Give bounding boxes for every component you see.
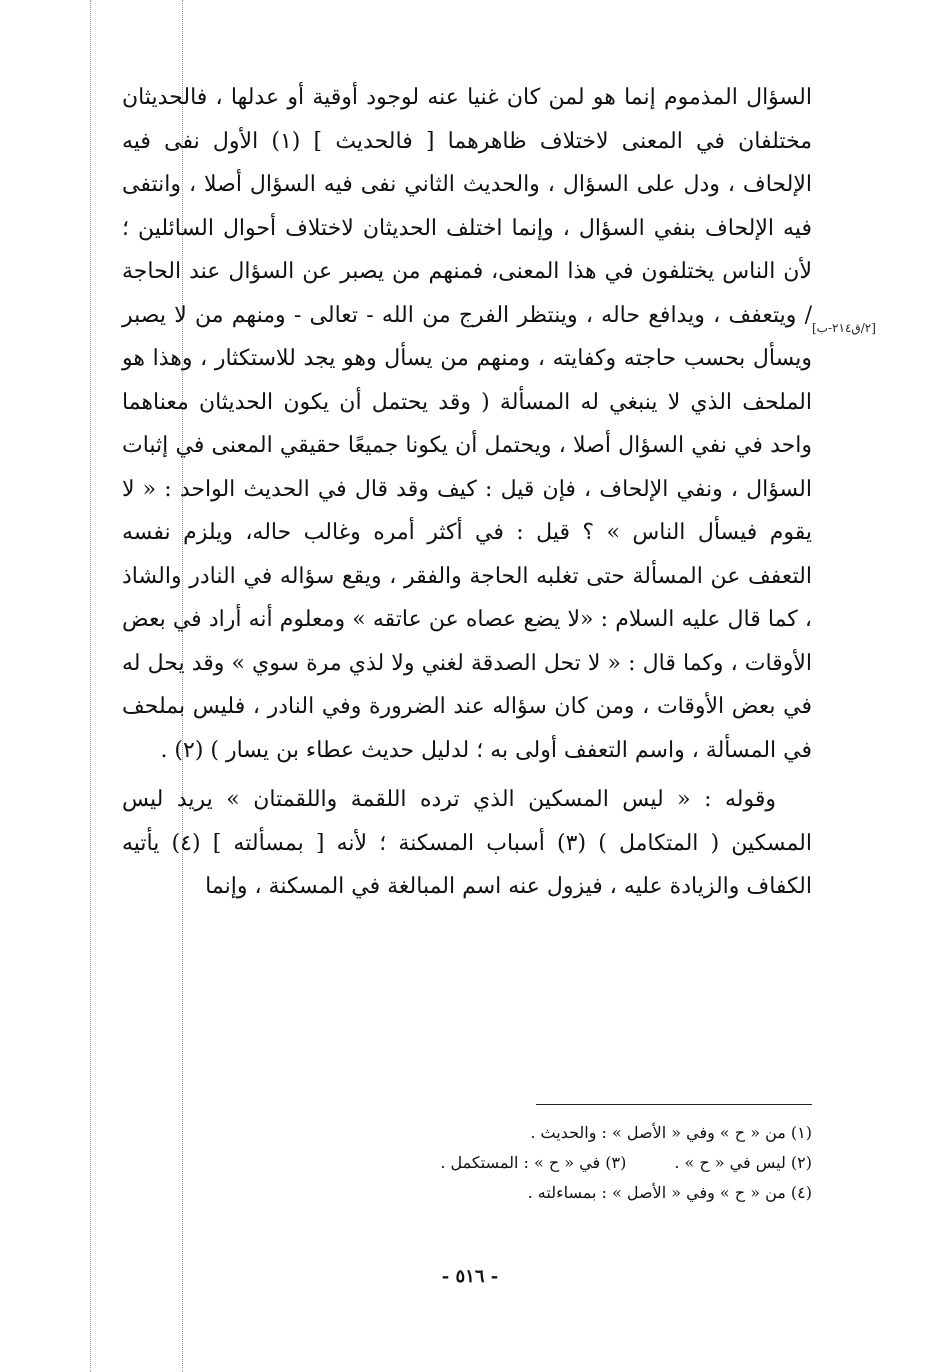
dotted-guide-line-left: [90, 0, 91, 1372]
paragraph-2: وقوله : « ليس المسكين الذي ترده اللقمة واللقمتان » يريد ليس المسكين ( المتكامل ) (٣) أسباب المسكنة ؛ لأنه [ بمسألته ] (٤) يأتيه الكفاف والزيادة عليه ، فيزول عنه اسم المبالغة في المسكنة ، وإنما: [122, 787, 813, 899]
main-text: [122, 76, 812, 909]
paragraph-1: السؤال المذموم إنما هو لمن كان غنيا عنه لوجود أوقية أو عدلها ، فالحديثان مختلفان في المعنى لاختلاف ظاهرهما [ فالحديث ] (١) الأول نفى فيه الإلحاف ، ودل على السؤال ، والحديث الثاني نفى فيه السؤال أصلا ، وانتفى فيه الإلحاف بنفي السؤال ، وإنما اختلف الحديثان لاختلاف أحوال السائلين ؛ لأن الناس يختلفون في هذا المعنى، فمنهم من يصبر عن السؤال عند الحاجة / ويتعفف ، ويدافع حاله ، وينتظر الفرج من الله - تعالى - ومنهم من لا يصبر ويسأل بحسب حاجته وكفايته ، ومنهم من يسأل وهو يجد للاستكثار ، وهذا هو الملحف الذي لا ينبغي له المسألة ( وقد يحتمل أن يكون الحديثان معناهما واحد في نفي السؤال أصلا ، ويحتمل أن يكونا جميعًا حقيقي المعنى في إثبات السؤال ، ونفي الإلحاف ، فإن قيل : كيف وقد قال في الحديث الواحد : « لا يقوم فيسأل الناس » ؟ قيل : في أكثر أمره وغالب حاله، ويلزم نفسه التعفف عن المسألة حتى تغلبه الحاجة والفقر ، ويقع سؤاله في النادر والشاذ ، كما قال عليه السلام : «لا يضع عصاه عن عاتقه » ومعلوم أنه أراد في بعض الأوقات ، وكما قال : « لا تحل الصدقة لغني ولا لذي مرة سوي » وقد يحل له في بعض الأوقات ، ومن كان سؤاله عند الضرورة وفي النادر ، فليس بملحف في المسألة ، واسم التعفف أولى به ؛ لدليل حديث عطاء بن يسار ) (٢) .: [122, 85, 812, 763]
footnote-row-1: [160, 1118, 812, 1148]
footnote-3: (٣) في « ح » : المستكمل .: [440, 1153, 627, 1172]
footnote-4: (٤) من « ح » وفي « الأصل » : بمساءلته .: [527, 1183, 812, 1202]
footnote-row-2: [160, 1148, 812, 1178]
footnote-separator: [536, 1104, 812, 1105]
footnote-spacer: [626, 1148, 674, 1178]
footnotes: [160, 1118, 812, 1208]
footnote-2: (٢) ليس في « ح » .: [674, 1153, 812, 1172]
footnote-row-3: [160, 1178, 812, 1208]
footnote-1: (١) من « ح » وفي « الأصل » : والحديث .: [530, 1123, 812, 1142]
manuscript-folio-marker: [٢/ق٢١٤-ب]: [812, 321, 876, 335]
page-number: - ٥١٦ -: [441, 1266, 499, 1287]
